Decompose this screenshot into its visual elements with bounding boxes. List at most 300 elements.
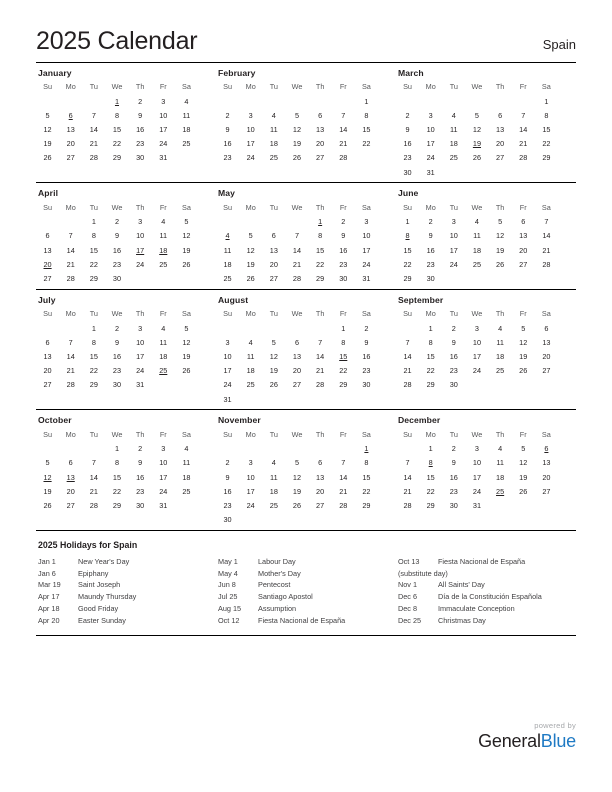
month-day-grid	[216, 81, 378, 165]
week-row	[36, 215, 198, 229]
day-cell: 28	[89, 501, 98, 511]
day-cell: 26	[292, 501, 302, 511]
day-cell-holiday: 6	[544, 444, 549, 454]
day-cell: 27	[292, 380, 302, 390]
day-cell: 13	[542, 458, 551, 468]
day-cell: 4	[184, 444, 189, 454]
day-cell: 18	[496, 472, 505, 482]
day-cell: 23	[339, 259, 348, 269]
day-cell: 9	[364, 337, 369, 347]
day-cell: 20	[269, 259, 278, 269]
day-cell: 21	[519, 139, 528, 149]
day-cell: 15	[542, 124, 551, 134]
day-cell-holiday: 6	[68, 110, 73, 120]
day-cell: 27	[542, 486, 551, 496]
weekday-header-su: Su	[403, 309, 412, 319]
day-cell: 4	[271, 110, 276, 120]
day-cell: 5	[184, 217, 189, 227]
week-row	[396, 498, 558, 512]
holiday-date: Apr 18	[38, 604, 60, 614]
weekday-header-sa: Sa	[361, 202, 371, 212]
day-cell: 26	[496, 259, 505, 269]
day-cell: 26	[472, 153, 482, 163]
day-cell: 17	[159, 472, 168, 482]
day-cell: 11	[182, 110, 191, 120]
day-cell: 11	[270, 472, 278, 482]
day-cell-empty	[489, 165, 512, 179]
day-cell: 22	[339, 366, 348, 376]
day-cell: 27	[519, 259, 528, 269]
day-cell-holiday: 1	[364, 444, 369, 454]
day-cell: 22	[403, 259, 412, 269]
day-cell-empty	[332, 94, 355, 108]
week-row	[36, 321, 198, 335]
page-title: 2025 Calendar	[36, 27, 198, 55]
week-row	[216, 442, 378, 456]
day-cell: 9	[138, 110, 143, 120]
week-row	[36, 470, 198, 484]
day-cell-holiday: 13	[66, 472, 75, 482]
weekday-header-tu: Tu	[269, 429, 278, 439]
holidays-columns	[36, 556, 576, 627]
weekday-header-tu: Tu	[89, 309, 98, 319]
holidays-column-3	[396, 556, 576, 627]
weekday-header-fr: Fr	[339, 82, 347, 91]
weekday-header-row	[396, 81, 558, 95]
day-cell: 3	[138, 323, 143, 333]
day-cell-empty	[262, 94, 285, 108]
day-cell: 20	[316, 139, 325, 149]
day-cell: 25	[269, 501, 278, 511]
holiday-list-item	[398, 591, 568, 603]
day-cell: 21	[403, 486, 412, 496]
week-row	[216, 378, 378, 392]
day-cell: 3	[161, 444, 166, 454]
day-cell-empty	[465, 378, 488, 392]
day-cell-empty	[512, 94, 535, 108]
day-cell: 13	[269, 245, 278, 255]
day-cell: 29	[339, 380, 348, 390]
day-cell: 22	[316, 259, 325, 269]
day-cell: 2	[225, 458, 230, 468]
day-cell: 27	[542, 366, 551, 376]
day-cell-empty	[262, 513, 285, 527]
weekday-header-th: Th	[135, 202, 145, 212]
day-cell: 13	[316, 472, 325, 482]
day-cell: 4	[498, 323, 503, 333]
holiday-date: Jan 1	[38, 556, 56, 566]
day-cell: 27	[66, 501, 75, 511]
day-cell: 3	[474, 444, 479, 454]
day-cell-empty	[355, 151, 378, 165]
holidays-column-1	[36, 556, 216, 627]
day-cell-empty	[332, 442, 355, 456]
weekday-header-sa: Sa	[361, 82, 371, 91]
day-cell-empty	[512, 498, 535, 512]
holiday-date: May 4	[217, 568, 238, 578]
day-cell: 19	[496, 245, 505, 255]
day-cell: 10	[362, 231, 371, 241]
day-cell: 10	[159, 458, 168, 468]
weekday-header-tu: Tu	[89, 202, 98, 212]
day-cell-empty	[262, 442, 285, 456]
holiday-list-item	[218, 568, 388, 580]
day-cell: 8	[364, 110, 369, 120]
day-cell-holiday: 17	[136, 245, 145, 255]
weekday-header-we: We	[291, 82, 303, 91]
day-cell-empty	[36, 94, 59, 108]
day-cell: 20	[542, 352, 551, 362]
day-cell: 9	[451, 337, 456, 347]
holiday-list-item	[218, 579, 388, 591]
holiday-name: Maundy Thursday	[78, 592, 137, 602]
month-block-december	[396, 415, 576, 527]
holiday-name-continuation: (substitute day)	[397, 568, 448, 578]
day-cell: 21	[339, 139, 348, 149]
weekday-header-fr: Fr	[159, 309, 167, 319]
day-cell: 14	[339, 472, 348, 482]
week-row	[216, 335, 378, 349]
day-cell: 26	[43, 153, 52, 163]
weekday-header-su: Su	[403, 429, 412, 439]
weekday-header-row	[36, 428, 198, 442]
day-cell: 1	[91, 323, 96, 333]
day-cell-empty	[465, 165, 488, 179]
weekday-header-fr: Fr	[519, 82, 527, 91]
day-cell: 19	[519, 352, 528, 362]
day-cell: 14	[89, 124, 98, 134]
day-cell: 17	[362, 245, 371, 255]
day-cell: 30	[403, 167, 412, 177]
weekday-header-tu: Tu	[269, 309, 278, 319]
day-cell: 31	[159, 501, 168, 511]
day-cell: 29	[426, 501, 435, 511]
day-cell: 6	[271, 231, 276, 241]
weekday-header-fr: Fr	[339, 202, 347, 212]
day-cell: 9	[138, 458, 143, 468]
day-cell: 12	[519, 458, 528, 468]
day-cell: 10	[449, 231, 458, 241]
day-cell-empty	[216, 442, 239, 456]
day-cell: 15	[403, 245, 412, 255]
weekday-header-row	[396, 308, 558, 322]
month-block-october	[36, 415, 216, 527]
day-cell: 4	[451, 110, 456, 120]
day-cell: 22	[89, 366, 98, 376]
day-cell: 13	[66, 124, 75, 134]
day-cell: 1	[91, 217, 96, 227]
day-cell: 8	[341, 337, 346, 347]
day-cell-empty	[465, 94, 488, 108]
weekday-header-su: Su	[403, 82, 412, 91]
day-cell: 29	[316, 273, 325, 283]
day-cell-empty	[535, 165, 558, 179]
day-cell: 25	[159, 259, 168, 269]
weekday-header-su: Su	[403, 202, 412, 212]
day-cell: 14	[339, 124, 348, 134]
week-row	[396, 484, 558, 498]
day-cell: 13	[316, 124, 325, 134]
holiday-date: Jul 25	[217, 592, 238, 602]
holiday-list-item	[38, 603, 208, 615]
month-block-january	[36, 68, 216, 180]
day-cell-empty	[216, 215, 239, 229]
day-cell: 3	[364, 217, 369, 227]
day-cell: 4	[271, 458, 276, 468]
day-cell: 7	[405, 337, 410, 347]
day-cell: 12	[269, 352, 278, 362]
day-cell: 24	[472, 486, 482, 496]
week-row	[36, 364, 198, 378]
weekday-header-row	[36, 81, 198, 95]
week-row	[216, 349, 378, 363]
day-cell: 30	[223, 515, 232, 525]
holiday-date: May 1	[217, 556, 238, 566]
holiday-date: Apr 20	[38, 615, 60, 625]
day-cell: 29	[112, 501, 122, 511]
day-cell-empty	[332, 392, 355, 406]
day-cell-empty	[239, 513, 262, 527]
weekday-header-we: We	[111, 429, 123, 439]
month-name: March	[397, 67, 424, 78]
day-cell: 28	[316, 380, 325, 390]
day-cell: 18	[159, 352, 168, 362]
day-cell-empty	[512, 271, 535, 285]
week-row	[36, 271, 198, 285]
day-cell: 7	[405, 458, 410, 468]
day-cell: 18	[449, 139, 458, 149]
day-cell: 22	[112, 139, 122, 149]
day-cell-empty	[285, 442, 308, 456]
month-row	[36, 290, 576, 411]
day-cell-empty	[36, 215, 59, 229]
weekday-header-sa: Sa	[181, 202, 191, 212]
weekday-header-th: Th	[315, 202, 325, 212]
holiday-date: Dec 6	[397, 592, 418, 602]
day-cell: 24	[223, 380, 232, 390]
day-cell: 7	[544, 217, 549, 227]
weekday-header-th: Th	[135, 309, 145, 319]
day-cell: 4	[184, 96, 189, 106]
week-row	[36, 137, 198, 151]
day-cell: 26	[182, 366, 191, 376]
day-cell: 19	[43, 486, 52, 496]
day-cell: 27	[43, 273, 52, 283]
day-cell: 18	[496, 352, 505, 362]
day-cell: 30	[136, 501, 145, 511]
day-cell: 17	[472, 472, 482, 482]
day-cell: 17	[472, 352, 482, 362]
weekday-header-tu: Tu	[449, 429, 458, 439]
day-cell-empty	[239, 94, 262, 108]
day-cell: 12	[472, 124, 482, 134]
day-cell-empty	[239, 215, 262, 229]
holiday-list-item	[398, 615, 568, 627]
weekday-header-fr: Fr	[519, 429, 527, 439]
day-cell: 4	[498, 444, 503, 454]
day-cell: 20	[519, 245, 528, 255]
day-cell: 10	[136, 231, 145, 241]
day-cell: 16	[223, 486, 232, 496]
week-row	[396, 321, 558, 335]
day-cell: 11	[496, 337, 504, 347]
day-cell: 27	[66, 153, 75, 163]
day-cell: 6	[45, 231, 50, 241]
weekday-header-fr: Fr	[519, 202, 527, 212]
day-cell: 22	[362, 139, 371, 149]
day-cell: 30	[362, 380, 371, 390]
day-cell: 12	[292, 124, 302, 134]
day-cell-empty	[152, 271, 175, 285]
day-cell: 16	[403, 139, 412, 149]
day-cell: 9	[451, 458, 456, 468]
day-cell: 17	[246, 139, 255, 149]
day-cell-empty	[175, 151, 198, 165]
day-cell: 15	[89, 352, 98, 362]
day-cell: 28	[66, 380, 75, 390]
weekday-header-we: We	[471, 82, 483, 91]
day-cell: 19	[182, 352, 191, 362]
day-cell: 9	[114, 231, 120, 241]
holiday-list-item	[218, 556, 388, 568]
weekday-header-fr: Fr	[159, 429, 167, 439]
day-cell: 21	[292, 259, 302, 269]
day-cell: 5	[271, 337, 276, 347]
day-cell: 15	[426, 472, 435, 482]
day-cell: 7	[341, 110, 346, 120]
month-block-april	[36, 188, 216, 285]
day-cell-empty	[285, 392, 308, 406]
day-cell: 28	[292, 273, 302, 283]
month-name: April	[38, 188, 59, 199]
day-cell: 23	[136, 486, 145, 496]
day-cell: 27	[269, 273, 278, 283]
day-cell: 9	[428, 231, 433, 241]
day-cell-holiday: 8	[428, 458, 433, 468]
day-cell: 23	[362, 366, 371, 376]
day-cell: 9	[341, 231, 346, 241]
week-row	[36, 94, 198, 108]
day-cell: 23	[112, 259, 122, 269]
day-cell: 12	[246, 245, 255, 255]
day-cell: 15	[316, 245, 325, 255]
week-row	[216, 229, 378, 243]
day-cell: 24	[472, 366, 482, 376]
weekday-header-fr: Fr	[339, 429, 347, 439]
day-cell: 19	[182, 245, 191, 255]
day-cell: 15	[112, 472, 122, 482]
day-cell-empty	[309, 321, 332, 335]
day-cell: 19	[292, 139, 302, 149]
day-cell: 4	[161, 217, 166, 227]
day-cell: 20	[43, 366, 52, 376]
weekday-header-row	[396, 428, 558, 442]
weekday-header-su: Su	[43, 309, 53, 319]
weekday-header-we: We	[471, 429, 483, 439]
day-cell: 26	[182, 259, 191, 269]
holiday-name: Pentecost	[257, 580, 291, 590]
day-cell: 15	[362, 472, 371, 482]
week-row	[396, 108, 558, 122]
day-cell: 16	[362, 352, 371, 362]
weekday-header-row	[216, 81, 378, 95]
day-cell: 21	[89, 486, 98, 496]
day-cell: 2	[225, 110, 230, 120]
day-cell: 29	[112, 153, 122, 163]
weekday-header-we: We	[111, 82, 123, 91]
day-cell-empty	[355, 513, 378, 527]
day-cell: 16	[112, 352, 122, 362]
day-cell: 14	[403, 472, 412, 482]
day-cell: 28	[339, 153, 348, 163]
day-cell: 13	[519, 231, 528, 241]
holiday-date: Dec 25	[397, 615, 422, 625]
holidays-title: 2025 Holidays for Spain	[38, 539, 138, 550]
day-cell: 20	[316, 486, 325, 496]
day-cell: 30	[426, 273, 435, 283]
holiday-list-item	[398, 568, 568, 580]
weekday-header-su: Su	[223, 429, 233, 439]
weekday-header-mo: Mo	[65, 429, 76, 439]
day-cell: 30	[339, 273, 348, 283]
day-cell: 23	[449, 486, 458, 496]
month-name: January	[38, 67, 72, 78]
day-cell: 14	[292, 245, 302, 255]
weekday-header-row	[216, 308, 378, 322]
day-cell: 1	[114, 444, 120, 454]
holiday-name: Saint Joseph	[78, 580, 121, 590]
day-cell: 14	[66, 245, 75, 255]
weekday-header-mo: Mo	[425, 202, 436, 212]
day-cell-empty	[489, 378, 512, 392]
holiday-list-item	[38, 556, 208, 568]
weekday-header-th: Th	[495, 82, 505, 91]
day-cell: 7	[91, 458, 96, 468]
week-row	[216, 108, 378, 122]
weekday-header-fr: Fr	[159, 82, 167, 91]
week-row	[216, 137, 378, 151]
day-cell: 12	[43, 124, 52, 134]
day-cell-empty	[309, 392, 332, 406]
day-cell: 30	[449, 380, 458, 390]
day-cell: 5	[248, 231, 253, 241]
day-cell: 23	[136, 139, 145, 149]
day-cell: 16	[112, 245, 122, 255]
day-cell-empty	[355, 392, 378, 406]
holidays-section	[36, 531, 576, 636]
day-cell: 1	[428, 444, 433, 454]
weekday-header-mo: Mo	[245, 309, 256, 319]
day-cell-empty	[239, 321, 262, 335]
day-cell: 19	[43, 139, 52, 149]
week-row	[396, 271, 558, 285]
day-cell: 24	[246, 501, 255, 511]
weekday-header-tu: Tu	[269, 82, 278, 91]
month-block-may	[216, 188, 396, 285]
day-cell-empty	[285, 215, 308, 229]
day-cell: 30	[449, 501, 458, 511]
month-name: August	[217, 294, 249, 305]
month-name: December	[397, 415, 441, 426]
weekday-header-sa: Sa	[541, 82, 551, 91]
day-cell: 31	[426, 167, 435, 177]
day-cell: 26	[519, 486, 528, 496]
page-header	[36, 0, 576, 62]
holiday-name: Mother's Day	[257, 568, 301, 578]
day-cell-empty	[82, 442, 105, 456]
day-cell-empty	[59, 321, 82, 335]
holiday-date: Jun 8	[217, 580, 236, 590]
